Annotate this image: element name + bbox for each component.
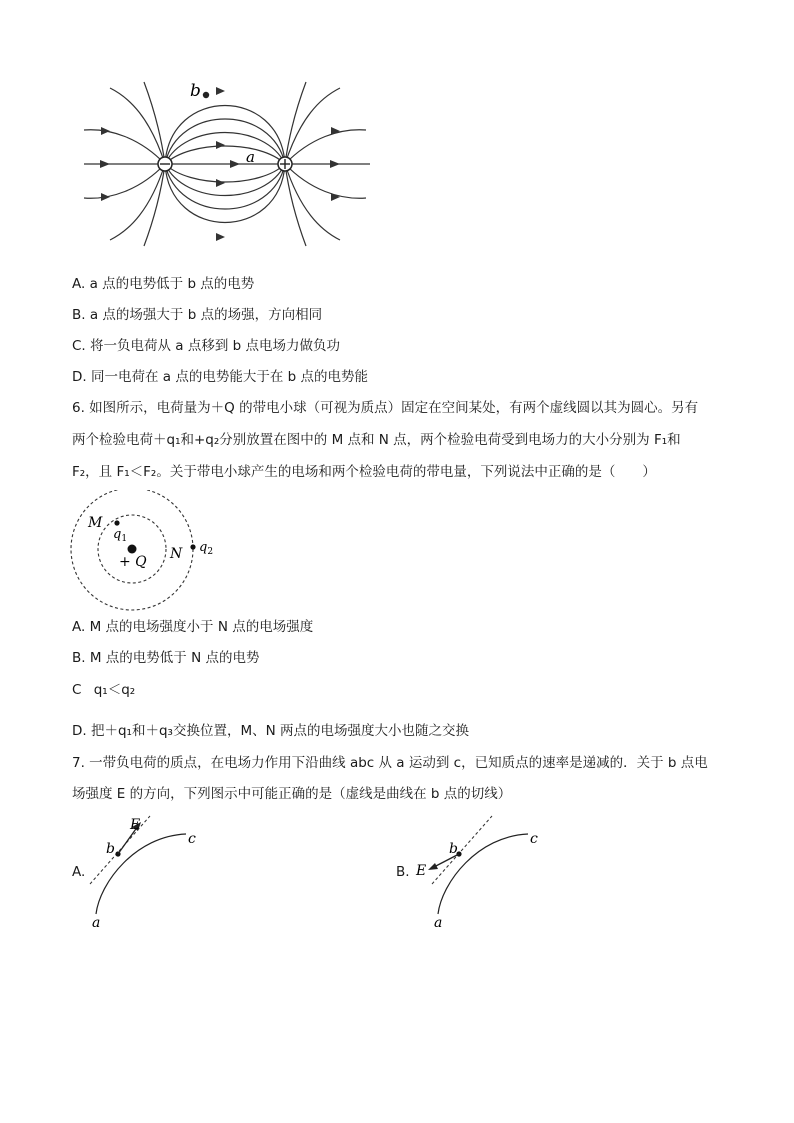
label-M: M (88, 515, 103, 531)
label-a: a (92, 915, 101, 930)
q7-stem-line-2: 场强度 E 的方向，下列图示中可能正确的是（虚线是曲线在 b 点的切线） (72, 786, 512, 802)
field-lines-figure (70, 78, 380, 250)
label-Q: + Q (119, 554, 147, 570)
label-b: b (106, 841, 115, 857)
label-E: E (416, 863, 427, 879)
label-N: N (170, 546, 183, 562)
q6-option-a[interactable]: A. M 点的电场强度小于 N 点的电场强度 (72, 619, 314, 635)
point-a-label: a (246, 148, 255, 166)
q7-figure-b (412, 812, 552, 930)
q6-stem-line-3: F₂，且 F₁＜F₂。关于带电小球产生的电场和两个检验电荷的带电量，下列说法中正确的是（ ） (72, 464, 656, 480)
q5-option-c[interactable]: C. 将一负电荷从 a 点移到 b 点电场力做负功 (72, 338, 341, 354)
label-E: E (130, 817, 141, 833)
concentric-circles-figure (66, 490, 226, 620)
point-b-label: b (190, 81, 201, 101)
label-b: b (449, 841, 458, 857)
q5-option-b[interactable]: B. a 点的场强大于 b 点的场强，方向相同 (72, 307, 323, 323)
q6-option-b[interactable]: B. M 点的电势低于 N 点的电势 (72, 650, 260, 666)
label-q1: $q_1$ (113, 527, 128, 544)
label-a: a (434, 915, 443, 930)
q7-figure-b-label[interactable]: B. (396, 864, 410, 880)
q6-stem-line-1: 6. 如图所示，电荷量为＋Q 的带电小球（可视为质点）固定在空间某处，有两个虚线圆以其为圆心。另有 (72, 400, 699, 416)
q7-figure-a (86, 812, 216, 930)
q5-option-a[interactable]: A. a 点的电势低于 b 点的电势 (72, 276, 255, 292)
q7-figure-a-label[interactable]: A. (72, 864, 86, 880)
label-c: c (188, 831, 196, 847)
label-q2: $q_2$ (199, 540, 214, 557)
q6-stem-line-2: 两个检验电荷＋q₁和+q₂分别放置在图中的 M 点和 N 点，两个检验电荷受到电场力的大小分别为 F₁和 (72, 432, 681, 448)
q6-option-c[interactable]: C q₁＜q₂ (72, 682, 136, 698)
q7-stem-line-1: 7. 一带负电荷的质点，在电场力作用下沿曲线 abc 从 a 运动到 c，已知质点的速率是递减的．关于 b 点电 (72, 755, 708, 771)
label-c: c (530, 831, 538, 847)
q6-option-d[interactable]: D. 把＋q₁和＋q₃交换位置，M、N 两点的电场强度大小也随之交换 (72, 723, 469, 739)
q5-option-d[interactable]: D. 同一电荷在 a 点的电势能大于在 b 点的电势能 (72, 369, 368, 385)
